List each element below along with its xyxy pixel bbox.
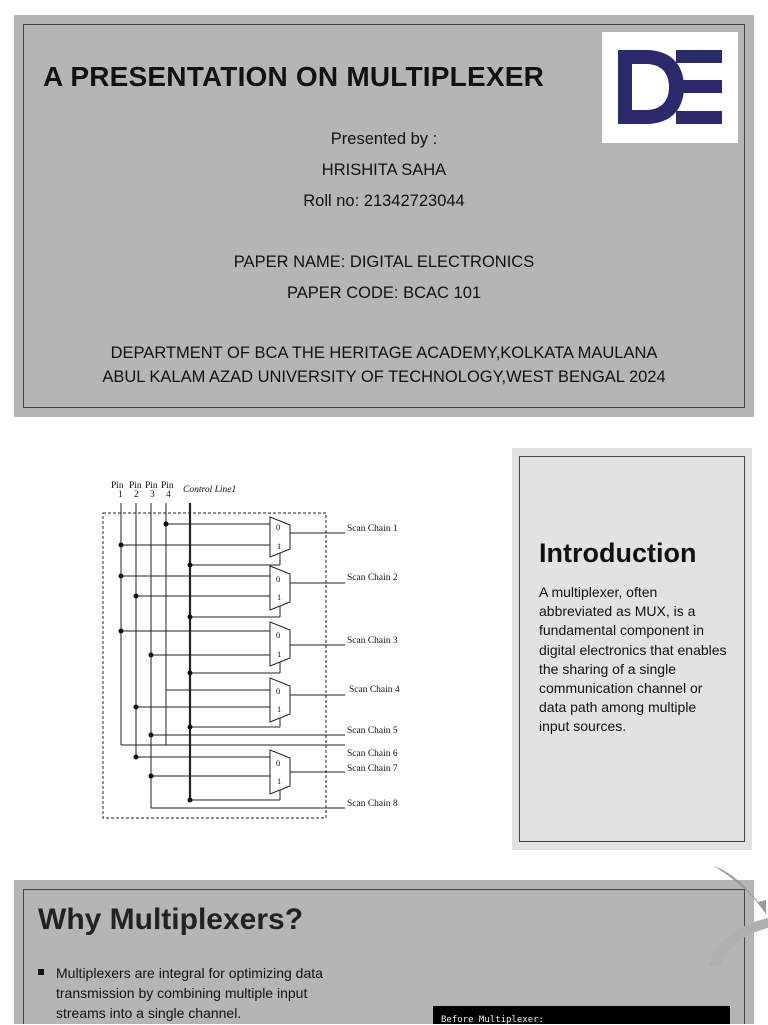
decorative-swoosh-icon	[700, 862, 768, 966]
mux-2-input-1: 1	[277, 592, 282, 602]
mux-3-input-1: 1	[277, 649, 282, 659]
mux-4	[270, 678, 290, 722]
why-heading: Why Multiplexers?	[38, 903, 304, 936]
paper-name: PAPER NAME: DIGITAL ELECTRONICS	[233, 253, 535, 271]
pin-label-2: Pin	[129, 481, 142, 491]
roll-number: Roll no: 21342723044	[303, 192, 465, 210]
bullet-square-icon	[38, 969, 44, 975]
presenter-name: HRISHITA SAHA	[321, 161, 447, 179]
presentation-title: A PRESENTATION ON MULTIPLEXER	[43, 61, 544, 92]
pin-number-3: 3	[150, 490, 155, 500]
scan-chain-diagram	[96, 476, 414, 824]
mux-5	[270, 750, 290, 794]
pin-label-3: Pin	[145, 481, 158, 491]
scan-chain-7-label: Scan Chain 7	[347, 764, 398, 774]
mux-3	[270, 622, 290, 666]
pin-number-2: 2	[134, 490, 139, 500]
control-line-label: Control Line1	[183, 485, 237, 495]
terminal-text: Before Multiplexer:	[441, 1015, 544, 1025]
de-logo	[602, 32, 738, 143]
bullet-text: Multiplexers are integral for optimizing data transmission by combining multiple input streams into a single channel.	[56, 965, 323, 1021]
mux-2	[270, 566, 290, 610]
department-line-2: ABUL KALAM AZAD UNIVERSITY OF TECHNOLOGY,WEST BENGAL 2024	[102, 368, 666, 386]
department-line-1: DEPARTMENT OF BCA THE HERITAGE ACADEMY,KOLKATA MAULANA	[110, 344, 658, 362]
introduction-heading: Introduction	[539, 538, 697, 568]
scan-chain-4-label: Scan Chain 4	[349, 685, 400, 695]
presented-by-label: Presented by :	[330, 130, 438, 148]
terminal-output	[433, 1006, 730, 1024]
introduction-text: A multiplexer, often abbreviated as MUX, is a fundamental component in digital electronics that enables the sharing of a single communication channel or data path among multiple input sources.	[539, 584, 727, 735]
scan-chain-8-label: Scan Chain 8	[347, 799, 398, 809]
scan-chain-3-label: Scan Chain 3	[347, 636, 398, 646]
mux-5-input-1: 1	[277, 776, 282, 786]
scan-chain-1-label: Scan Chain 1	[347, 524, 398, 534]
pin-number-4: 4	[166, 490, 171, 500]
mux-3-input-0: 0	[276, 630, 281, 640]
mux-5-input-0: 0	[276, 758, 281, 768]
paper-code: PAPER CODE: BCAC 101	[286, 284, 482, 302]
pin-number-1: 1	[118, 490, 123, 500]
scan-chain-6-label: Scan Chain 6	[347, 749, 398, 759]
scan-chain-2-label: Scan Chain 2	[347, 573, 398, 583]
scan-chain-5-label: Scan Chain 5	[347, 726, 398, 736]
pin-label-4: Pin	[161, 481, 174, 491]
mux-1-input-1: 1	[277, 541, 282, 551]
mux-2-input-0: 0	[276, 574, 281, 584]
pin-label-1: Pin	[111, 481, 124, 491]
mux-1-input-0: 0	[276, 522, 281, 532]
mux-4-input-0: 0	[276, 686, 281, 696]
de-logo-icon	[602, 32, 738, 143]
mux-4-input-1: 1	[277, 704, 282, 714]
